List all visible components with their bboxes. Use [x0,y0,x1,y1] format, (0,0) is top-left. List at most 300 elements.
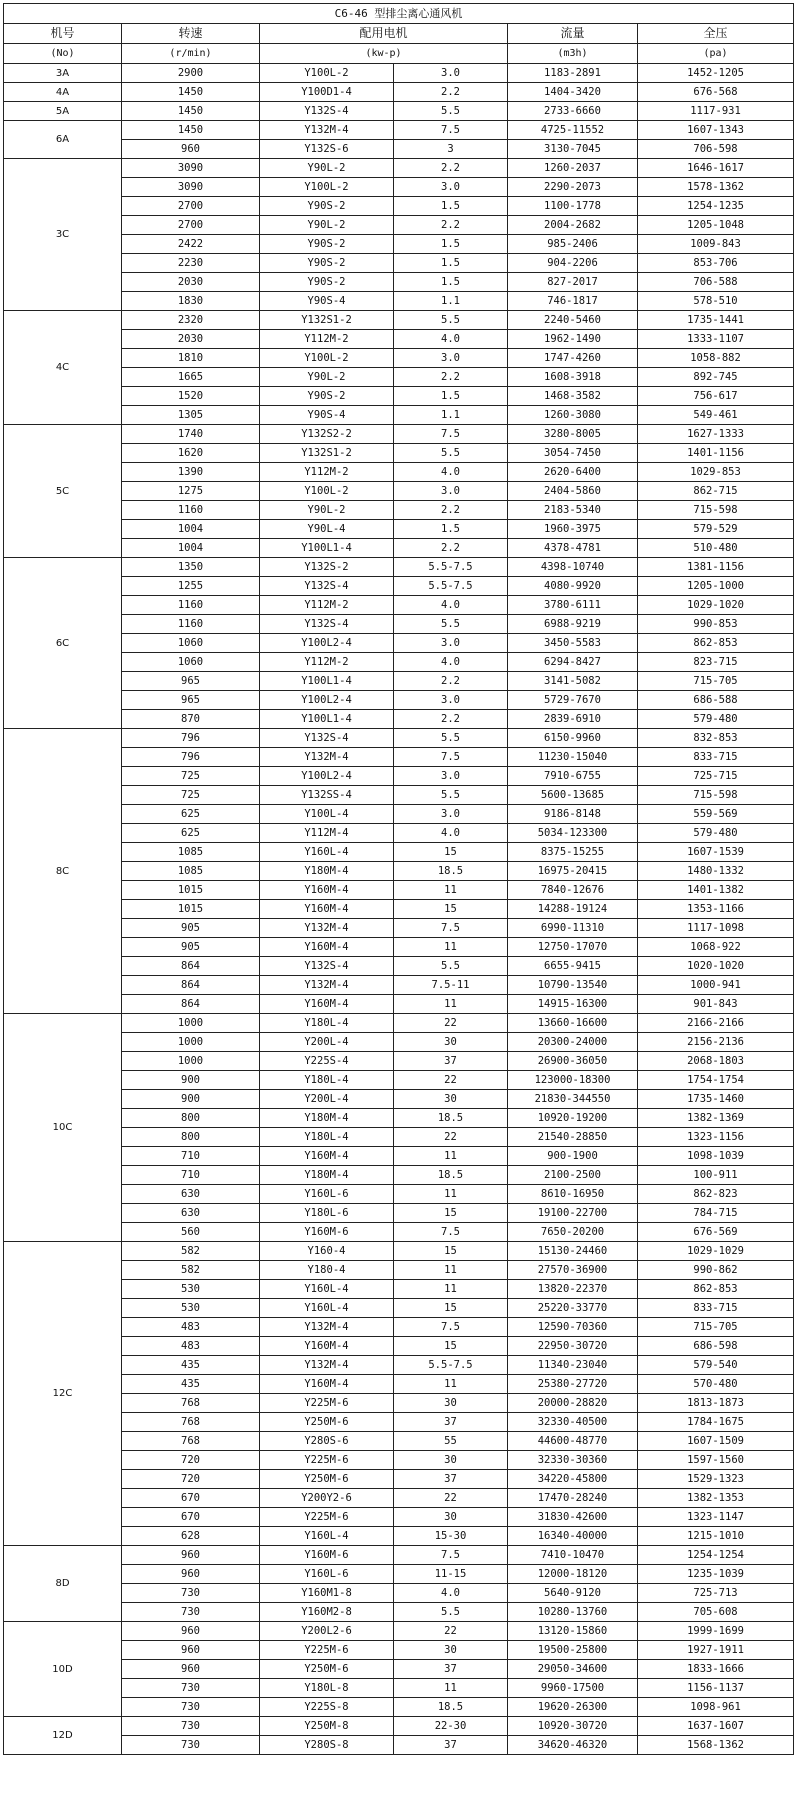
power-cell: 22 [394,1622,508,1641]
speed-cell: 2422 [122,235,260,254]
pressure-cell: 990-853 [638,615,794,634]
pressure-cell: 862-853 [638,1280,794,1299]
speed-cell: 720 [122,1470,260,1489]
speed-cell: 730 [122,1698,260,1717]
pressure-cell: 1254-1235 [638,197,794,216]
speed-cell: 1004 [122,539,260,558]
pressure-cell: 725-715 [638,767,794,786]
pressure-cell: 715-705 [638,672,794,691]
speed-cell: 1015 [122,900,260,919]
power-cell: 3.0 [394,767,508,786]
flow-cell: 2183-5340 [508,501,638,520]
power-cell: 1.5 [394,520,508,539]
motor-cell: Y132S1-2 [260,311,394,330]
flow-cell: 8375-15255 [508,843,638,862]
pressure-cell: 862-853 [638,634,794,653]
motor-cell: Y90S-4 [260,292,394,311]
motor-cell: Y225S-4 [260,1052,394,1071]
speed-cell: 960 [122,140,260,159]
power-cell: 3.0 [394,691,508,710]
flow-cell: 2404-5860 [508,482,638,501]
power-cell: 11 [394,1679,508,1698]
power-cell: 1.5 [394,273,508,292]
flow-cell: 8610-16950 [508,1185,638,1204]
speed-cell: 960 [122,1546,260,1565]
motor-cell: Y132S-4 [260,577,394,596]
motor-cell: Y160M2-8 [260,1603,394,1622]
speed-cell: 730 [122,1736,260,1755]
table-row [4,159,794,178]
speed-cell: 1160 [122,615,260,634]
pressure-cell: 1607-1539 [638,843,794,862]
power-cell: 18.5 [394,1109,508,1128]
power-cell: 5.5 [394,444,508,463]
pressure-cell: 579-480 [638,824,794,843]
flow-cell: 12750-17070 [508,938,638,957]
flow-cell: 14288-19124 [508,900,638,919]
power-cell: 5.5-7.5 [394,558,508,577]
flow-cell: 13660-16600 [508,1014,638,1033]
table-row [4,501,794,520]
flow-cell: 5034-123300 [508,824,638,843]
motor-cell: Y132M-4 [260,748,394,767]
motor-cell: Y160M-4 [260,900,394,919]
pressure-cell: 1205-1048 [638,216,794,235]
pressure-cell: 833-715 [638,748,794,767]
power-cell: 30 [394,1090,508,1109]
flow-cell: 1100-1778 [508,197,638,216]
speed-cell: 864 [122,957,260,976]
table-row [4,406,794,425]
power-cell: 7.5 [394,1318,508,1337]
motor-cell: Y90L-2 [260,216,394,235]
speed-cell: 2700 [122,197,260,216]
speed-cell: 3090 [122,159,260,178]
speed-cell: 1000 [122,1033,260,1052]
table-row [4,1622,794,1641]
pressure-cell: 1098-961 [638,1698,794,1717]
motor-cell: Y90S-2 [260,197,394,216]
model-cell: 10D [4,1622,122,1717]
pressure-cell: 832-853 [638,729,794,748]
flow-cell: 3450-5583 [508,634,638,653]
power-cell: 3 [394,140,508,159]
table-row [4,121,794,140]
table-row [4,1109,794,1128]
table-row [4,1489,794,1508]
speed-cell: 582 [122,1261,260,1280]
speed-cell: 2320 [122,311,260,330]
table-row [4,615,794,634]
motor-cell: Y180M-4 [260,862,394,881]
power-cell: 4.0 [394,1584,508,1603]
flow-cell: 7840-12676 [508,881,638,900]
table-row [4,1204,794,1223]
model-cell: 3C [4,159,122,311]
table-row [4,1660,794,1679]
power-cell: 15 [394,1242,508,1261]
pressure-cell: 1784-1675 [638,1413,794,1432]
motor-cell: Y90S-2 [260,235,394,254]
pressure-cell: 1323-1147 [638,1508,794,1527]
motor-cell: Y160L-4 [260,1299,394,1318]
unit-motor: (kw-p) [260,44,508,64]
flow-cell: 20000-28820 [508,1394,638,1413]
motor-cell: Y225M-6 [260,1508,394,1527]
speed-cell: 864 [122,976,260,995]
model-cell: 5A [4,102,122,121]
power-cell: 1.5 [394,254,508,273]
flow-cell: 15130-24460 [508,1242,638,1261]
motor-cell: Y100L-4 [260,805,394,824]
flow-cell: 29050-34600 [508,1660,638,1679]
speed-cell: 960 [122,1660,260,1679]
motor-cell: Y100L-2 [260,482,394,501]
table-row [4,919,794,938]
pressure-cell: 715-705 [638,1318,794,1337]
flow-cell: 2733-6660 [508,102,638,121]
motor-cell: Y225M-6 [260,1641,394,1660]
pressure-cell: 1353-1166 [638,900,794,919]
power-cell: 1.5 [394,387,508,406]
table-row [4,1014,794,1033]
motor-cell: Y132SS-4 [260,786,394,805]
pressure-cell: 1117-931 [638,102,794,121]
motor-cell: Y180L-4 [260,1071,394,1090]
speed-cell: 483 [122,1337,260,1356]
power-cell: 3.0 [394,482,508,501]
flow-cell: 3280-8005 [508,425,638,444]
table-row [4,1527,794,1546]
speed-cell: 483 [122,1318,260,1337]
table-row [4,444,794,463]
header-motor: 配用电机 [260,24,508,44]
flow-cell: 6988-9219 [508,615,638,634]
motor-cell: Y280S-6 [260,1432,394,1451]
motor-cell: Y90L-2 [260,368,394,387]
fan-spec-table-wrapper [3,3,794,1755]
header-model: 机号 [4,24,122,44]
table-row [4,786,794,805]
table-row [4,577,794,596]
speed-cell: 730 [122,1679,260,1698]
motor-cell: Y200Y2-6 [260,1489,394,1508]
power-cell: 15 [394,1299,508,1318]
flow-cell: 6294-8427 [508,653,638,672]
speed-cell: 1740 [122,425,260,444]
power-cell: 5.5 [394,102,508,121]
flow-cell: 904-2206 [508,254,638,273]
power-cell: 37 [394,1470,508,1489]
power-cell: 1.1 [394,406,508,425]
motor-cell: Y90S-2 [260,387,394,406]
table-row [4,824,794,843]
power-cell: 37 [394,1736,508,1755]
motor-cell: Y160L-6 [260,1185,394,1204]
table-row [4,691,794,710]
motor-cell: Y100L2-4 [260,634,394,653]
flow-cell: 31830-42600 [508,1508,638,1527]
speed-cell: 1305 [122,406,260,425]
speed-cell: 870 [122,710,260,729]
power-cell: 7.5 [394,1223,508,1242]
flow-cell: 7910-6755 [508,767,638,786]
speed-cell: 1520 [122,387,260,406]
flow-cell: 16975-20415 [508,862,638,881]
speed-cell: 1060 [122,634,260,653]
motor-cell: Y160L-4 [260,1527,394,1546]
flow-cell: 13820-22370 [508,1280,638,1299]
power-cell: 3.0 [394,805,508,824]
motor-cell: Y100L-2 [260,349,394,368]
motor-cell: Y160M-4 [260,938,394,957]
table-row [4,349,794,368]
power-cell: 5.5 [394,786,508,805]
table-row [4,938,794,957]
speed-cell: 730 [122,1584,260,1603]
motor-cell: Y100L2-4 [260,767,394,786]
power-cell: 2.2 [394,216,508,235]
table-row [4,1147,794,1166]
flow-cell: 25220-33770 [508,1299,638,1318]
motor-cell: Y250M-8 [260,1717,394,1736]
power-cell: 15 [394,1204,508,1223]
speed-cell: 960 [122,1565,260,1584]
power-cell: 11 [394,1261,508,1280]
table-row [4,520,794,539]
speed-cell: 530 [122,1280,260,1299]
flow-cell: 2240-5460 [508,311,638,330]
motor-cell: Y180L-4 [260,1014,394,1033]
flow-cell: 985-2406 [508,235,638,254]
speed-cell: 630 [122,1204,260,1223]
motor-cell: Y100L1-4 [260,710,394,729]
motor-cell: Y132S-4 [260,729,394,748]
flow-cell: 14915-16300 [508,995,638,1014]
pressure-cell: 1000-941 [638,976,794,995]
power-cell: 11-15 [394,1565,508,1584]
pressure-cell: 901-843 [638,995,794,1014]
motor-cell: Y180M-4 [260,1109,394,1128]
power-cell: 5.5 [394,1603,508,1622]
unit-flow: (m3h) [508,44,638,64]
flow-cell: 3130-7045 [508,140,638,159]
speed-cell: 1665 [122,368,260,387]
power-cell: 4.0 [394,596,508,615]
speed-cell: 864 [122,995,260,1014]
motor-cell: Y90S-4 [260,406,394,425]
speed-cell: 796 [122,729,260,748]
flow-cell: 19500-25800 [508,1641,638,1660]
table-row [4,482,794,501]
power-cell: 11 [394,1147,508,1166]
speed-cell: 730 [122,1717,260,1736]
table-row [4,672,794,691]
flow-cell: 17470-28240 [508,1489,638,1508]
pressure-cell: 1754-1754 [638,1071,794,1090]
power-cell: 4.0 [394,824,508,843]
power-cell: 2.2 [394,83,508,102]
pressure-cell: 862-823 [638,1185,794,1204]
pressure-cell: 2166-2166 [638,1014,794,1033]
power-cell: 18.5 [394,1166,508,1185]
motor-cell: Y225S-8 [260,1698,394,1717]
model-cell: 6A [4,121,122,159]
table-row [4,1033,794,1052]
pressure-cell: 706-588 [638,273,794,292]
motor-cell: Y90L-2 [260,501,394,520]
motor-cell: Y250M-6 [260,1470,394,1489]
power-cell: 15 [394,843,508,862]
speed-cell: 625 [122,805,260,824]
speed-cell: 1275 [122,482,260,501]
pressure-cell: 1529-1323 [638,1470,794,1489]
pressure-cell: 823-715 [638,653,794,672]
flow-cell: 16340-40000 [508,1527,638,1546]
table-row [4,558,794,577]
pressure-cell: 853-706 [638,254,794,273]
power-cell: 30 [394,1451,508,1470]
unit-pressure: (pa) [638,44,794,64]
speed-cell: 900 [122,1090,260,1109]
flow-cell: 3780-6111 [508,596,638,615]
power-cell: 5.5 [394,729,508,748]
pressure-cell: 1833-1666 [638,1660,794,1679]
model-cell: 4C [4,311,122,425]
pressure-cell: 715-598 [638,501,794,520]
power-cell: 11 [394,1185,508,1204]
speed-cell: 2900 [122,64,260,83]
power-cell: 2.2 [394,710,508,729]
flow-cell: 2839-6910 [508,710,638,729]
power-cell: 18.5 [394,862,508,881]
flow-cell: 746-1817 [508,292,638,311]
table-row [4,254,794,273]
speed-cell: 1004 [122,520,260,539]
speed-cell: 1450 [122,121,260,140]
table-row [4,1470,794,1489]
table-row [4,1185,794,1204]
motor-cell: Y132S-4 [260,615,394,634]
speed-cell: 1015 [122,881,260,900]
pressure-cell: 100-911 [638,1166,794,1185]
pressure-cell: 1568-1362 [638,1736,794,1755]
pressure-cell: 715-598 [638,786,794,805]
pressure-cell: 579-480 [638,710,794,729]
motor-cell: Y132S-4 [260,102,394,121]
table-row [4,1128,794,1147]
speed-cell: 800 [122,1109,260,1128]
power-cell: 7.5 [394,1546,508,1565]
flow-cell: 4725-11552 [508,121,638,140]
pressure-cell: 705-608 [638,1603,794,1622]
flow-cell: 1747-4260 [508,349,638,368]
table-row [4,1052,794,1071]
unit-model: (No) [4,44,122,64]
motor-cell: Y160M-4 [260,1375,394,1394]
motor-cell: Y132S2-2 [260,425,394,444]
power-cell: 5.5 [394,615,508,634]
motor-cell: Y200L2-6 [260,1622,394,1641]
motor-cell: Y160M-4 [260,1147,394,1166]
power-cell: 37 [394,1413,508,1432]
unit-speed: (r/min) [122,44,260,64]
table-row [4,1546,794,1565]
speed-cell: 730 [122,1603,260,1622]
speed-cell: 2030 [122,330,260,349]
power-cell: 4.0 [394,330,508,349]
table-row [4,1394,794,1413]
power-cell: 11 [394,938,508,957]
table-row [4,1356,794,1375]
table-row [4,976,794,995]
power-cell: 3.0 [394,64,508,83]
pressure-cell: 1333-1107 [638,330,794,349]
speed-cell: 1160 [122,501,260,520]
table-row [4,1698,794,1717]
pressure-cell: 579-540 [638,1356,794,1375]
power-cell: 7.5-11 [394,976,508,995]
speed-cell: 1000 [122,1014,260,1033]
table-row [4,900,794,919]
power-cell: 30 [394,1508,508,1527]
table-row [4,102,794,121]
pressure-cell: 1999-1699 [638,1622,794,1641]
pressure-cell: 1452-1205 [638,64,794,83]
table-row [4,1071,794,1090]
power-cell: 37 [394,1052,508,1071]
pressure-cell: 559-569 [638,805,794,824]
power-cell: 30 [394,1394,508,1413]
flow-cell: 9186-8148 [508,805,638,824]
model-cell: 12D [4,1717,122,1755]
motor-cell: Y132S-2 [260,558,394,577]
speed-cell: 3090 [122,178,260,197]
pressure-cell: 1323-1156 [638,1128,794,1147]
fan-spec-table [3,3,794,1755]
speed-cell: 435 [122,1375,260,1394]
motor-cell: Y160L-4 [260,1280,394,1299]
motor-cell: Y160M-4 [260,881,394,900]
flow-cell: 1183-2891 [508,64,638,83]
pressure-cell: 1058-882 [638,349,794,368]
pressure-cell: 510-480 [638,539,794,558]
speed-cell: 560 [122,1223,260,1242]
table-row [4,178,794,197]
motor-cell: Y250M-6 [260,1660,394,1679]
speed-cell: 725 [122,767,260,786]
motor-cell: Y200L-4 [260,1033,394,1052]
pressure-cell: 686-598 [638,1337,794,1356]
flow-cell: 10920-19200 [508,1109,638,1128]
motor-cell: Y280S-8 [260,1736,394,1755]
table-title: C6-46 型排尘离心通风机 [4,4,794,24]
motor-cell: Y160M1-8 [260,1584,394,1603]
flow-cell: 2620-6400 [508,463,638,482]
speed-cell: 905 [122,919,260,938]
pressure-cell: 2156-2136 [638,1033,794,1052]
table-row [4,596,794,615]
speed-cell: 530 [122,1299,260,1318]
model-cell: 6C [4,558,122,729]
power-cell: 7.5 [394,748,508,767]
motor-cell: Y100L1-4 [260,672,394,691]
table-row [4,881,794,900]
speed-cell: 1830 [122,292,260,311]
flow-cell: 34220-45800 [508,1470,638,1489]
pressure-cell: 579-529 [638,520,794,539]
power-cell: 2.2 [394,539,508,558]
